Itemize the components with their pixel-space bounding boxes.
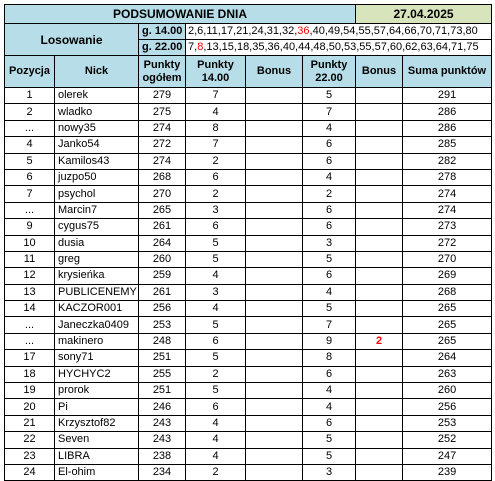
cell-bonus-1 xyxy=(246,333,303,349)
cell-total: 279 xyxy=(139,88,186,104)
cell-sum: 274 xyxy=(403,186,492,202)
cell-position: 19 xyxy=(5,383,55,399)
cell-sum: 252 xyxy=(403,432,492,448)
cell-bonus-1 xyxy=(246,169,303,185)
cell-bonus-1 xyxy=(246,219,303,235)
table-row xyxy=(5,219,492,235)
draw-numbers-highlight: 36 xyxy=(297,25,310,37)
cell-nick: LIBRA xyxy=(55,448,139,464)
cell-total: 234 xyxy=(139,464,186,480)
cell-bonus-2 xyxy=(356,251,403,267)
cell-sum: 282 xyxy=(403,153,492,169)
cell-sum: 239 xyxy=(403,464,492,480)
cell-points-22: 4 xyxy=(303,120,356,136)
cell-points-14: 4 xyxy=(186,415,246,431)
cell-bonus-2: 2 xyxy=(356,333,403,349)
cell-nick: wladko xyxy=(55,104,139,120)
draw-numbers-1 xyxy=(186,24,492,40)
cell-position: 18 xyxy=(5,366,55,382)
cell-bonus-1 xyxy=(246,399,303,415)
cell-points-14: 2 xyxy=(186,153,246,169)
cell-points-22: 6 xyxy=(303,268,356,284)
table-row xyxy=(5,464,492,480)
cell-sum: 286 xyxy=(403,120,492,136)
table-row xyxy=(5,202,492,218)
cell-bonus-2 xyxy=(356,169,403,185)
table-row xyxy=(5,350,492,366)
cell-position: 2 xyxy=(5,104,55,120)
cell-sum: 272 xyxy=(403,235,492,251)
cell-sum: 265 xyxy=(403,333,492,349)
cell-bonus-2 xyxy=(356,88,403,104)
cell-total: 274 xyxy=(139,120,186,136)
cell-total: 270 xyxy=(139,186,186,202)
cell-sum: 285 xyxy=(403,137,492,153)
cell-nick: dusia xyxy=(55,235,139,251)
draw-numbers-part: 7, xyxy=(188,41,198,53)
cell-total: 246 xyxy=(139,399,186,415)
cell-bonus-1 xyxy=(246,153,303,169)
cell-bonus-1 xyxy=(246,137,303,153)
cell-position: 10 xyxy=(5,235,55,251)
cell-points-22: 6 xyxy=(303,415,356,431)
cell-points-22: 4 xyxy=(303,399,356,415)
header-bonus-1: Bonus xyxy=(246,56,303,88)
cell-nick: Pi xyxy=(55,399,139,415)
cell-bonus-2 xyxy=(356,350,403,366)
cell-points-22: 4 xyxy=(303,169,356,185)
cell-total: 274 xyxy=(139,153,186,169)
cell-total: 251 xyxy=(139,350,186,366)
cell-total: 265 xyxy=(139,202,186,218)
table-row xyxy=(5,137,492,153)
cell-points-14: 5 xyxy=(186,235,246,251)
cell-total: 261 xyxy=(139,284,186,300)
cell-bonus-2 xyxy=(356,366,403,382)
cell-bonus-1 xyxy=(246,432,303,448)
cell-total: 255 xyxy=(139,366,186,382)
cell-sum: 291 xyxy=(403,88,492,104)
table-row xyxy=(5,235,492,251)
cell-points-22: 8 xyxy=(303,350,356,366)
header-pozycja: Pozycja xyxy=(5,56,55,88)
cell-nick: juzpo50 xyxy=(55,169,139,185)
table-row xyxy=(5,399,492,415)
cell-bonus-2 xyxy=(356,464,403,480)
table-row xyxy=(5,284,492,300)
cell-total: 268 xyxy=(139,169,186,185)
cell-points-14: 5 xyxy=(186,350,246,366)
cell-points-14: 4 xyxy=(186,301,246,317)
cell-nick: makinero xyxy=(55,333,139,349)
cell-points-22: 6 xyxy=(303,137,356,153)
table-row xyxy=(5,251,492,267)
cell-position: 21 xyxy=(5,415,55,431)
cell-sum: 263 xyxy=(403,366,492,382)
cell-points-14: 6 xyxy=(186,333,246,349)
cell-sum: 264 xyxy=(403,350,492,366)
header-bonus-2: Bonus xyxy=(356,56,403,88)
draw-time-1: g. 14.00 xyxy=(139,24,186,40)
cell-points-14: 5 xyxy=(186,317,246,333)
cell-nick: greg xyxy=(55,251,139,267)
cell-nick: cygus75 xyxy=(55,219,139,235)
header-nick: Nick xyxy=(55,56,139,88)
cell-total: 261 xyxy=(139,219,186,235)
cell-sum: 253 xyxy=(403,415,492,431)
cell-sum: 268 xyxy=(403,284,492,300)
cell-total: 275 xyxy=(139,104,186,120)
cell-bonus-2 xyxy=(356,153,403,169)
cell-points-22: 6 xyxy=(303,202,356,218)
cell-position: 20 xyxy=(5,399,55,415)
draw-numbers-highlight: 8 xyxy=(197,41,204,53)
cell-bonus-2 xyxy=(356,432,403,448)
cell-nick: psychol xyxy=(55,186,139,202)
cell-bonus-2 xyxy=(356,301,403,317)
cell-sum: 265 xyxy=(403,317,492,333)
header-total: Punkty ogółem xyxy=(139,56,186,88)
header-sum: Suma punktów xyxy=(403,56,492,88)
cell-position: 12 xyxy=(5,268,55,284)
cell-nick: KACZOR001 xyxy=(55,301,139,317)
cell-bonus-2 xyxy=(356,186,403,202)
cell-bonus-1 xyxy=(246,88,303,104)
table-row xyxy=(5,268,492,284)
cell-sum: 247 xyxy=(403,448,492,464)
title-row xyxy=(5,5,492,24)
cell-bonus-1 xyxy=(246,448,303,464)
cell-points-14: 4 xyxy=(186,104,246,120)
cell-bonus-1 xyxy=(246,120,303,136)
cell-position: 14 xyxy=(5,301,55,317)
cell-position: 24 xyxy=(5,464,55,480)
draw-numbers-2 xyxy=(186,40,492,56)
cell-bonus-1 xyxy=(246,284,303,300)
cell-points-14: 3 xyxy=(186,284,246,300)
cell-points-22: 2 xyxy=(303,186,356,202)
cell-position: 17 xyxy=(5,350,55,366)
draw-numbers-part: ,40,49,54,55,57,64,66,70,71,73,80 xyxy=(309,25,478,37)
cell-points-22: 5 xyxy=(303,88,356,104)
cell-position: 4 xyxy=(5,137,55,153)
summary-table xyxy=(4,4,492,481)
cell-points-22: 4 xyxy=(303,284,356,300)
cell-points-14: 4 xyxy=(186,432,246,448)
cell-points-14: 2 xyxy=(186,464,246,480)
cell-sum: 265 xyxy=(403,301,492,317)
cell-nick: Seven xyxy=(55,432,139,448)
table-row xyxy=(5,317,492,333)
draw-row-1 xyxy=(5,24,492,40)
cell-bonus-2 xyxy=(356,120,403,136)
cell-nick: nowy35 xyxy=(55,120,139,136)
cell-nick: krysieńka xyxy=(55,268,139,284)
draw-numbers-part: ,13,15,18,35,36,40,44,48,50,53,55,57,60,62,63,64,71,75 xyxy=(203,41,479,53)
cell-points-14: 5 xyxy=(186,251,246,267)
cell-bonus-1 xyxy=(246,301,303,317)
cell-total: 248 xyxy=(139,333,186,349)
cell-total: 243 xyxy=(139,415,186,431)
cell-points-22: 7 xyxy=(303,104,356,120)
cell-position: ... xyxy=(5,333,55,349)
cell-bonus-2 xyxy=(356,235,403,251)
cell-points-14: 2 xyxy=(186,366,246,382)
cell-nick: El-ohim xyxy=(55,464,139,480)
cell-position: 5 xyxy=(5,153,55,169)
cell-points-22: 6 xyxy=(303,366,356,382)
page-title: PODSUMOWANIE DNIA xyxy=(5,5,356,24)
cell-points-14: 8 xyxy=(186,120,246,136)
cell-sum: 270 xyxy=(403,251,492,267)
cell-position: 1 xyxy=(5,88,55,104)
cell-bonus-1 xyxy=(246,317,303,333)
cell-points-22: 5 xyxy=(303,301,356,317)
header-points-22: Punkty 22.00 xyxy=(303,56,356,88)
table-row xyxy=(5,120,492,136)
cell-bonus-2 xyxy=(356,104,403,120)
cell-points-14: 4 xyxy=(186,448,246,464)
cell-nick: Janko54 xyxy=(55,137,139,153)
cell-position: 13 xyxy=(5,284,55,300)
cell-bonus-2 xyxy=(356,383,403,399)
cell-bonus-1 xyxy=(246,366,303,382)
cell-position: 6 xyxy=(5,169,55,185)
cell-bonus-1 xyxy=(246,235,303,251)
cell-sum: 274 xyxy=(403,202,492,218)
cell-nick: HYCHYC2 xyxy=(55,366,139,382)
cell-points-14: 2 xyxy=(186,186,246,202)
cell-total: 259 xyxy=(139,268,186,284)
cell-points-14: 5 xyxy=(186,383,246,399)
cell-points-22: 9 xyxy=(303,333,356,349)
cell-bonus-2 xyxy=(356,219,403,235)
date-cell: 27.04.2025 xyxy=(356,5,492,24)
cell-sum: 273 xyxy=(403,219,492,235)
cell-total: 272 xyxy=(139,137,186,153)
cell-points-14: 6 xyxy=(186,399,246,415)
cell-total: 253 xyxy=(139,317,186,333)
cell-bonus-2 xyxy=(356,202,403,218)
table-row xyxy=(5,169,492,185)
cell-position: 11 xyxy=(5,251,55,267)
table-row xyxy=(5,104,492,120)
draw-time-2: g. 22.00 xyxy=(139,40,186,56)
cell-nick: Janeczka0409 xyxy=(55,317,139,333)
cell-points-22: 5 xyxy=(303,251,356,267)
cell-points-22: 6 xyxy=(303,219,356,235)
cell-bonus-1 xyxy=(246,350,303,366)
cell-total: 264 xyxy=(139,235,186,251)
cell-points-22: 3 xyxy=(303,235,356,251)
draw-numbers-part: 2,6,11,17,21,24,31,32, xyxy=(188,25,298,37)
table-row xyxy=(5,88,492,104)
cell-nick: olerek xyxy=(55,88,139,104)
cell-position: ... xyxy=(5,120,55,136)
cell-total: 238 xyxy=(139,448,186,464)
cell-points-22: 5 xyxy=(303,448,356,464)
cell-total: 243 xyxy=(139,432,186,448)
cell-bonus-2 xyxy=(356,448,403,464)
cell-position: 7 xyxy=(5,186,55,202)
cell-nick: prorok xyxy=(55,383,139,399)
cell-points-14: 6 xyxy=(186,219,246,235)
cell-bonus-1 xyxy=(246,383,303,399)
cell-total: 256 xyxy=(139,301,186,317)
cell-nick: PUBLICENEMY xyxy=(55,284,139,300)
table-row xyxy=(5,415,492,431)
cell-bonus-1 xyxy=(246,186,303,202)
cell-bonus-1 xyxy=(246,268,303,284)
cell-bonus-1 xyxy=(246,464,303,480)
table-row xyxy=(5,383,492,399)
cell-points-22: 5 xyxy=(303,432,356,448)
cell-bonus-2 xyxy=(356,137,403,153)
cell-bonus-2 xyxy=(356,415,403,431)
cell-position: ... xyxy=(5,202,55,218)
cell-points-22: 7 xyxy=(303,317,356,333)
cell-bonus-1 xyxy=(246,202,303,218)
table-row xyxy=(5,301,492,317)
table-row xyxy=(5,333,492,349)
cell-bonus-1 xyxy=(246,251,303,267)
cell-points-14: 4 xyxy=(186,268,246,284)
cell-points-22: 4 xyxy=(303,383,356,399)
cell-nick: Marcin7 xyxy=(55,202,139,218)
cell-total: 260 xyxy=(139,251,186,267)
cell-points-22: 3 xyxy=(303,464,356,480)
table-row xyxy=(5,366,492,382)
cell-sum: 278 xyxy=(403,169,492,185)
cell-bonus-2 xyxy=(356,268,403,284)
table-row xyxy=(5,432,492,448)
cell-position: 23 xyxy=(5,448,55,464)
cell-sum: 269 xyxy=(403,268,492,284)
cell-points-14: 6 xyxy=(186,169,246,185)
cell-nick: sony71 xyxy=(55,350,139,366)
table-row xyxy=(5,186,492,202)
cell-bonus-1 xyxy=(246,415,303,431)
cell-points-22: 6 xyxy=(303,153,356,169)
cell-sum: 260 xyxy=(403,383,492,399)
cell-total: 251 xyxy=(139,383,186,399)
table-row xyxy=(5,153,492,169)
cell-points-14: 7 xyxy=(186,88,246,104)
cell-nick: Kamilos43 xyxy=(55,153,139,169)
header-points-14: Punkty 14.00 xyxy=(186,56,246,88)
cell-bonus-1 xyxy=(246,104,303,120)
cell-sum: 286 xyxy=(403,104,492,120)
cell-sum: 256 xyxy=(403,399,492,415)
cell-points-14: 7 xyxy=(186,137,246,153)
table-row xyxy=(5,448,492,464)
cell-bonus-2 xyxy=(356,399,403,415)
cell-bonus-2 xyxy=(356,284,403,300)
header-row xyxy=(5,56,492,88)
cell-position: ... xyxy=(5,317,55,333)
cell-points-14: 3 xyxy=(186,202,246,218)
cell-bonus-2 xyxy=(356,317,403,333)
losowanie-label: Losowanie xyxy=(5,24,139,56)
cell-position: 9 xyxy=(5,219,55,235)
cell-nick: Krzysztof82 xyxy=(55,415,139,431)
cell-position: 22 xyxy=(5,432,55,448)
